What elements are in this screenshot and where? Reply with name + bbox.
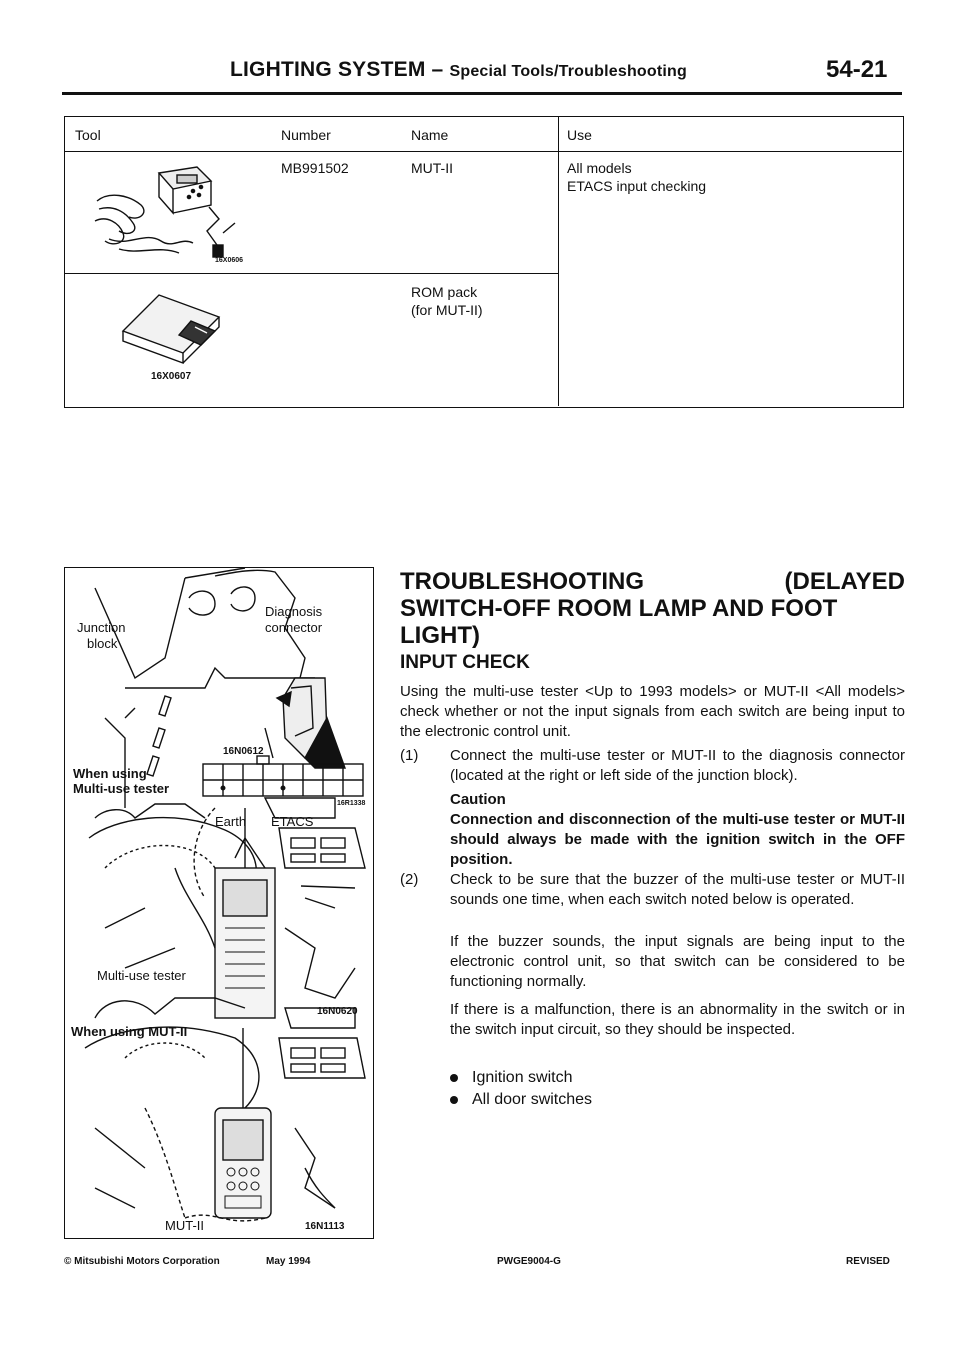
tool-number-mb991502: MB991502 [281,160,349,176]
heading-delayed: (DELAYED [784,568,905,595]
label-earth: Earth [215,814,247,829]
header-rule [62,92,902,95]
rom-pack-name-line-1: ROM pack [411,284,478,300]
bullet-text: Ignition switch [472,1069,573,1086]
connection-diagram [64,567,374,1239]
figure-code-16r1338: 16R1338 [337,800,366,807]
use-column-divider [558,117,559,406]
step-2 [400,870,905,932]
col-header-number: Number [281,127,331,143]
input-check-heading: INPUT CHECK [400,652,530,673]
section-heading [400,568,905,649]
step-1-text: Connect the multi-use tester or MUT-II to the diagnosis connector (located at the right or left side of the junction block). [450,747,905,784]
step-2-text: Check to be sure that the buzzer of the multi-use tester or MUT-II sounds one time, when each switch noted below is operated. [450,871,905,908]
footer-status: REVISED [846,1256,890,1267]
table-header-rule [65,151,902,152]
label-junction: Junction [77,620,126,635]
label-multi-use-tester: Multi-use tester [97,968,186,983]
figure-code-16n1113: 16N1113 [305,1221,345,1232]
step-1 [400,746,905,788]
label-connector: connector [265,620,323,635]
tool-use-line-1: All models [567,160,632,176]
heading-line-2: SWITCH-OFF ROOM LAMP AND FOOT [400,595,838,622]
footer-doc-code: PWGE9004-G [497,1256,561,1267]
bullet-dot [450,1074,458,1082]
bullet-ignition-switch [450,1068,573,1088]
page-title [230,58,687,82]
label-diagnosis: Diagnosis [265,604,323,619]
connection-diagram-drawing [65,568,372,1237]
footer-copyright: © Mitsubishi Motors Corporation [64,1256,220,1267]
figure-code-16n0620: 16N0620 [317,1006,358,1017]
step-2-para-3: If there is a malfunction, there is an abnormality in the switch or in the switch input circuit, so they should be inspected. [450,1001,905,1038]
figure-code-16x0606: 16X0606 [215,257,244,264]
heading-line-3: LIGHT) [400,622,480,649]
label-etacs: ETACS [271,814,314,829]
intro-paragraph: Using the multi-use tester <Up to 1993 models> or MUT-II <All models> check whether or not the input signals from each switch are being input to the electronic control unit. [400,683,905,740]
bullet-text: All door switches [472,1091,593,1108]
col-header-name: Name [411,127,449,143]
label-mut-ii: MUT-II [165,1218,204,1233]
step-1-number: (1) [400,747,419,764]
label-when-using-mut: When using MUT-II [71,1024,188,1039]
special-tools-table [64,116,904,408]
row-divider [65,273,558,274]
caution-text: Connection and disconnection of the multi-use tester or MUT-II should always be made with the ignition switch in the OFF position. [450,811,905,868]
bullet-dot [450,1096,458,1104]
title-main: LIGHTING SYSTEM – [230,58,444,81]
heading-troubleshooting: TROUBLESHOOTING [400,568,644,595]
step-2-number: (2) [400,871,419,888]
bullet-door-switches [450,1090,592,1110]
mut-ii-tool-illustration [89,161,249,265]
tool-name-mut-ii: MUT-II [411,160,453,176]
col-header-use: Use [567,127,592,143]
figure-code-16n0612: 16N0612 [223,746,264,757]
title-sub: Special Tools/Troubleshooting [449,63,687,80]
label-when-using: When using [73,766,147,781]
col-header-tool: Tool [75,127,101,143]
rom-pack-name-line-2: (for MUT-II) [411,302,483,318]
footer-date: May 1994 [266,1256,311,1267]
page-number: 54-21 [826,56,888,83]
figure-code-16x0607: 16X0607 [151,371,192,382]
rom-pack-illustration [115,287,235,369]
step-2-para-2: If the buzzer sounds, the input signals are being input to the electronic control unit, so that switch can be considered to be functioning normally. [450,933,905,990]
label-block: block [87,636,118,651]
caution-title: Caution [450,791,506,808]
label-multi-use-tester-heading: Multi-use tester [73,781,170,796]
tool-use-line-2: ETACS input checking [567,178,707,194]
